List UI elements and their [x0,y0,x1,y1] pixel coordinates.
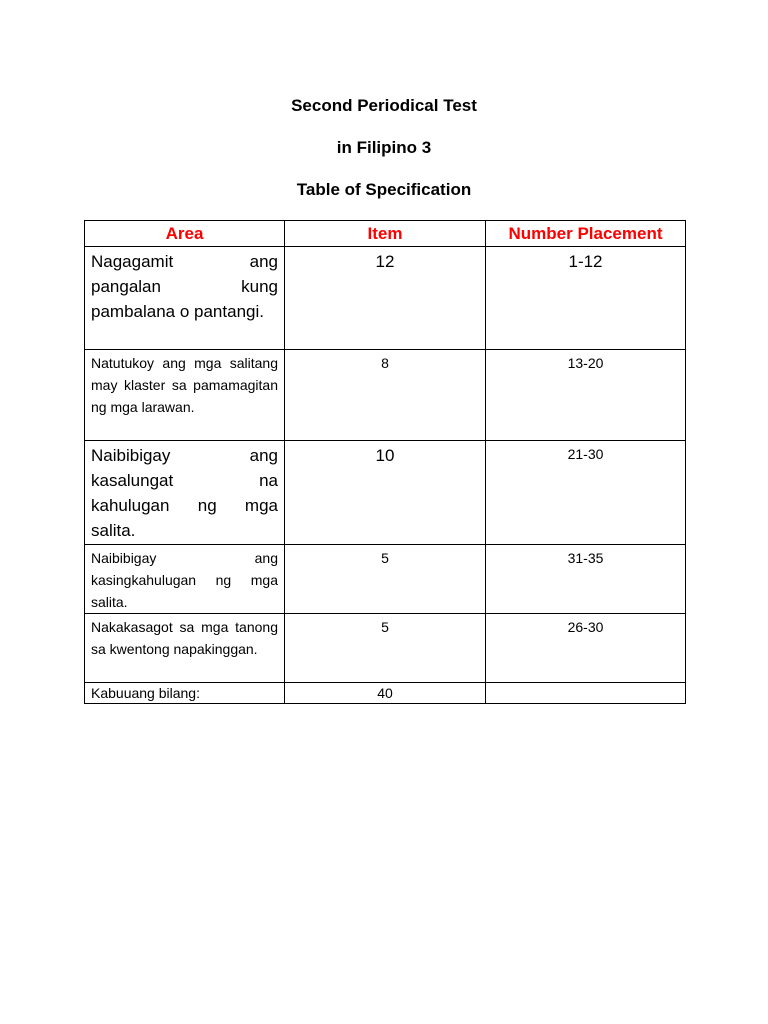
table-row [85,614,686,683]
document-subject: in Filipino 3 [336,138,432,157]
placement-cell: 13-20 [486,350,686,441]
table-row [85,545,686,614]
item-cell: 10 [285,441,486,545]
total-label: Kabuuang bilang: [85,683,285,704]
area-cell: Naibibigay ang kasalungat na kahulugan ng mga salita. [85,441,285,545]
total-placement [486,683,686,704]
placement-cell: 1-12 [486,247,686,350]
area-cell: Natutukoy ang mga salitang may klaster sa pamamagitan ng mga larawan. [85,350,285,441]
table-row [85,350,686,441]
placement-cell: 31-35 [486,545,686,614]
placement-cell: 26-30 [486,614,686,683]
document-title: Second Periodical Test [291,96,477,115]
area-cell: Nakakasagot sa mga tanong sa kwentong napakinggan. [85,614,285,683]
area-cell: Naibibigay ang kasingkahulugan ng mga salita. [85,545,285,614]
area-cell: Nagagamit ang pangalan kung pambalana o pantangi. [85,247,285,350]
table-header-row [85,221,686,247]
header-number-placement: Number Placement [486,221,686,247]
item-cell: 5 [285,614,486,683]
header-item: Item [285,221,486,247]
total-item: 40 [285,683,486,704]
item-cell: 12 [285,247,486,350]
item-cell: 8 [285,350,486,441]
specification-table [84,220,686,704]
table-row [85,247,686,350]
header-area: Area [85,221,285,247]
placement-cell: 21-30 [486,441,686,545]
total-row [85,683,686,704]
item-cell: 5 [285,545,486,614]
document-subtitle: Table of Specification [296,180,472,199]
table-row [85,441,686,545]
